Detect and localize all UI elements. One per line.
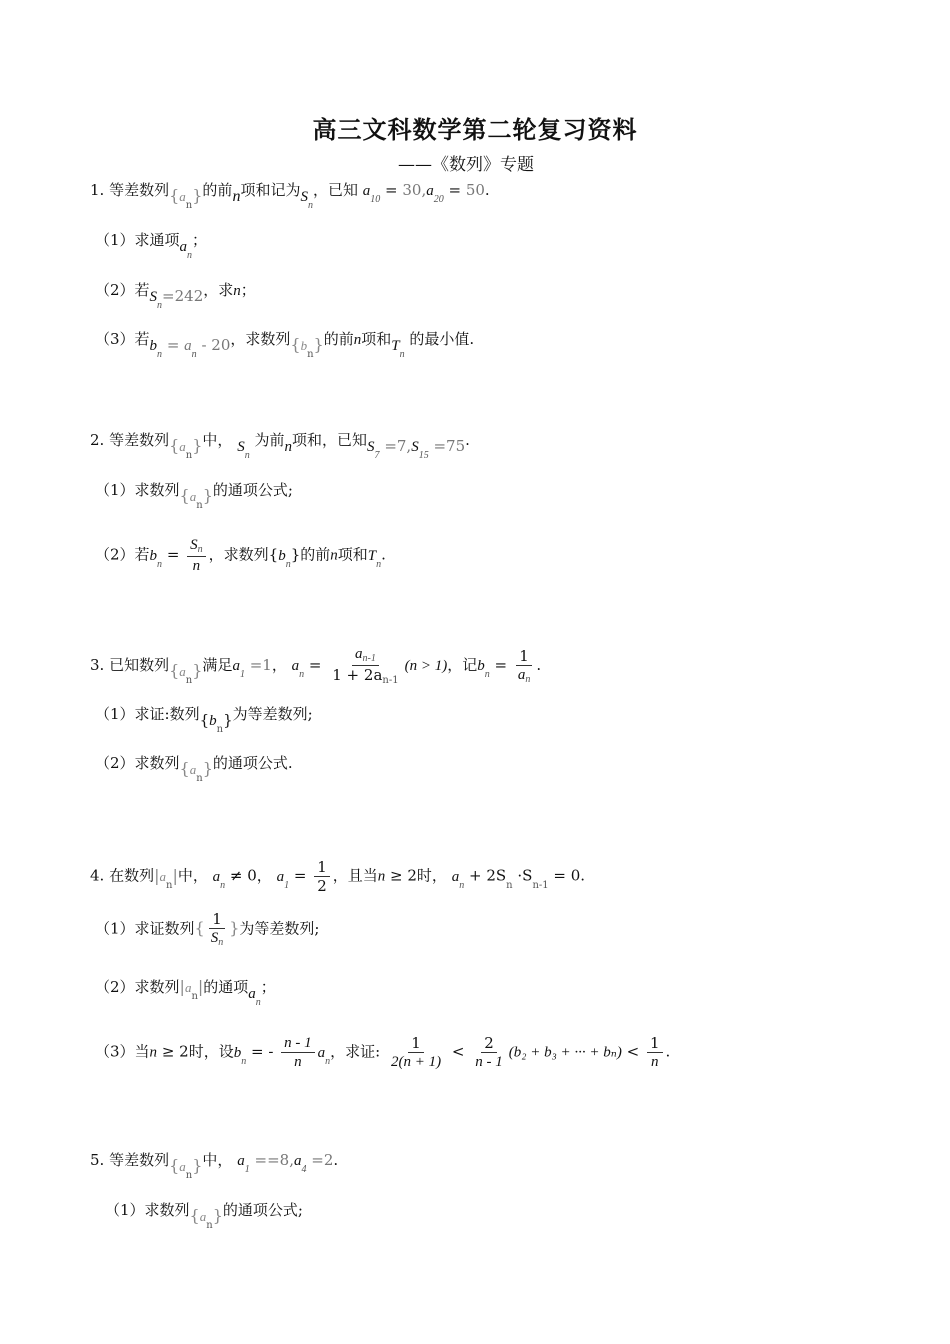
- problem-4-part-2: （2）求数列$|a_n|$的通项$a_n$；: [95, 977, 276, 1008]
- problem-4-part-3: （3）当n ≥ 2时，设$b_n$ = - $\frac{n - 1}{n}$ $a_n$，求证: $\frac{1}{2(n + 1)}$ < $\frac{2}{n - 1}$ (b₂ + b₃ + ··· + bₙ) < $\frac{1}{n}$ .: [95, 1034, 671, 1070]
- fraction-sn-over-n: $\frac{S_n}{n}$: [187, 536, 206, 575]
- problem-1-stem: 1. 等差数列$\{a_n\}$的前n项和记为$S_n$，已知 $a_{10} = 30,a_{20} = 50$.: [90, 181, 490, 211]
- fraction-one-over-sn: $\frac{1}{S_n}$: [210, 910, 224, 948]
- page-title: 高三文科数学第二轮复习资料: [312, 116, 638, 144]
- problem-3-stem: 3. 已知数列$\{a_n\}$满足$a_1 =1$， $a_n$ = $\frac{a_{n-1}}{1 + 2a_{n-1}}$ (n > 1)，记$b_n$ = $\frac{1}{a_n}$ .: [90, 646, 542, 686]
- problem-1-part-2: （2）若$S_n=242$，求n；: [95, 281, 256, 311]
- problem-3-part-1: （1）求证:数列$\{b_n\}$为等差数列;: [95, 705, 313, 735]
- problem-5-stem: 5. 等差数列$\{a_n\}$中， $a_1 ==8,a_4 =2$.: [90, 1151, 339, 1181]
- fraction-inequality-right: $\frac{1}{n}$: [647, 1034, 663, 1071]
- problem-4-stem: 4. 在数列$|a_n|$中， $a_n \ne 0$， $a_1$ = $\frac{1}{2}$ ，且当n ≥ 2时， $a_n + 2S_n \cdot S_{n-1} = 0$.: [90, 858, 586, 895]
- problem-4-part-1: （1）求证数列{ $\frac{1}{S_n}$ }为等差数列;: [95, 910, 320, 948]
- problem-3-part-2: （2）求数列$\{a_n\}$的通项公式.: [95, 754, 293, 784]
- fraction-recurrence: $\frac{a_{n-1}}{1 + 2a_{n-1}}$: [332, 646, 399, 686]
- fraction-n-minus-1-over-n: $\frac{n - 1}{n}$: [281, 1034, 315, 1071]
- fraction-inequality-left: $\frac{1}{2(n + 1)}$: [391, 1034, 442, 1070]
- problem-2-part-1: （1）求数列$\{a_n\}$的通项公式;: [95, 481, 293, 511]
- fraction-one-over-an: $\frac{1}{a_n}$: [517, 646, 531, 685]
- problem-5-part-1: （1）求数列$\{a_n\}$的通项公式;: [105, 1201, 303, 1231]
- fraction-inequality-middle: $\frac{2}{n - 1}$: [475, 1034, 503, 1070]
- page-subtitle: ——《数列》专题: [398, 155, 534, 175]
- problem-2-stem: 2. 等差数列$\{a_n\}$中， $S_n$ 为前n项和，已知$S_7 =7,S_{15} =75$.: [90, 431, 470, 461]
- problem-1-part-3: （3）若$b_n = a_n - 20$，求数列$\{b_n\}$的前n项和$T_n$ 的最小值.: [95, 330, 475, 360]
- problem-1-part-1: （1）求通项$a_n$；: [95, 231, 208, 261]
- fraction-one-half: $\frac{1}{2}$: [314, 858, 330, 895]
- problem-2-part-2: （2）若$b_n$ = $\frac{S_n}{n}$ ，求数列$\{b_n\}$的前n项和$T_n$.: [95, 537, 386, 574]
